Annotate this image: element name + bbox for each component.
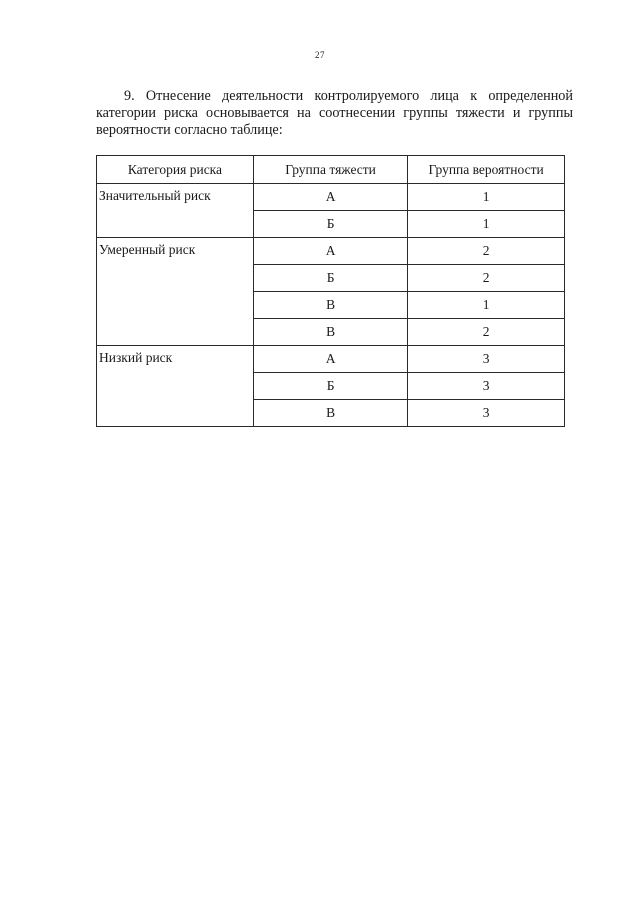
severity-cell: В [253,319,407,346]
severity-cell: Б [253,211,407,238]
severity-cell: Б [253,265,407,292]
page-number: 27 [315,50,325,60]
table-header-row [97,156,565,184]
probability-cell: 3 [408,373,565,400]
category-cell-low: Низкий риск [97,346,254,427]
probability-cell: 2 [408,319,565,346]
severity-cell: В [253,292,407,319]
category-cell-significant: Значительный риск [97,184,254,238]
risk-category-table [96,155,565,427]
table-row [97,184,565,211]
category-cell-moderate: Умеренный риск [97,238,254,346]
severity-cell: Б [253,373,407,400]
severity-cell: А [253,238,407,265]
probability-cell: 2 [408,238,565,265]
probability-cell: 1 [408,184,565,211]
probability-cell: 3 [408,400,565,427]
table-row [97,238,565,265]
paragraph-risk-assignment: 9. Отнесение деятельности контролируемого лица к определенной категории риска основывается на соотнесении группы тяжести и группы вероятности согласно таблице: [96,88,573,138]
probability-cell: 1 [408,211,565,238]
severity-cell: А [253,184,407,211]
severity-cell: В [253,400,407,427]
header-probability-group: Группа вероятности [408,156,565,184]
probability-cell: 3 [408,346,565,373]
header-risk-category: Категория риска [97,156,254,184]
probability-cell: 1 [408,292,565,319]
probability-cell: 2 [408,265,565,292]
severity-cell: А [253,346,407,373]
table-row [97,346,565,373]
header-severity-group: Группа тяжести [253,156,407,184]
